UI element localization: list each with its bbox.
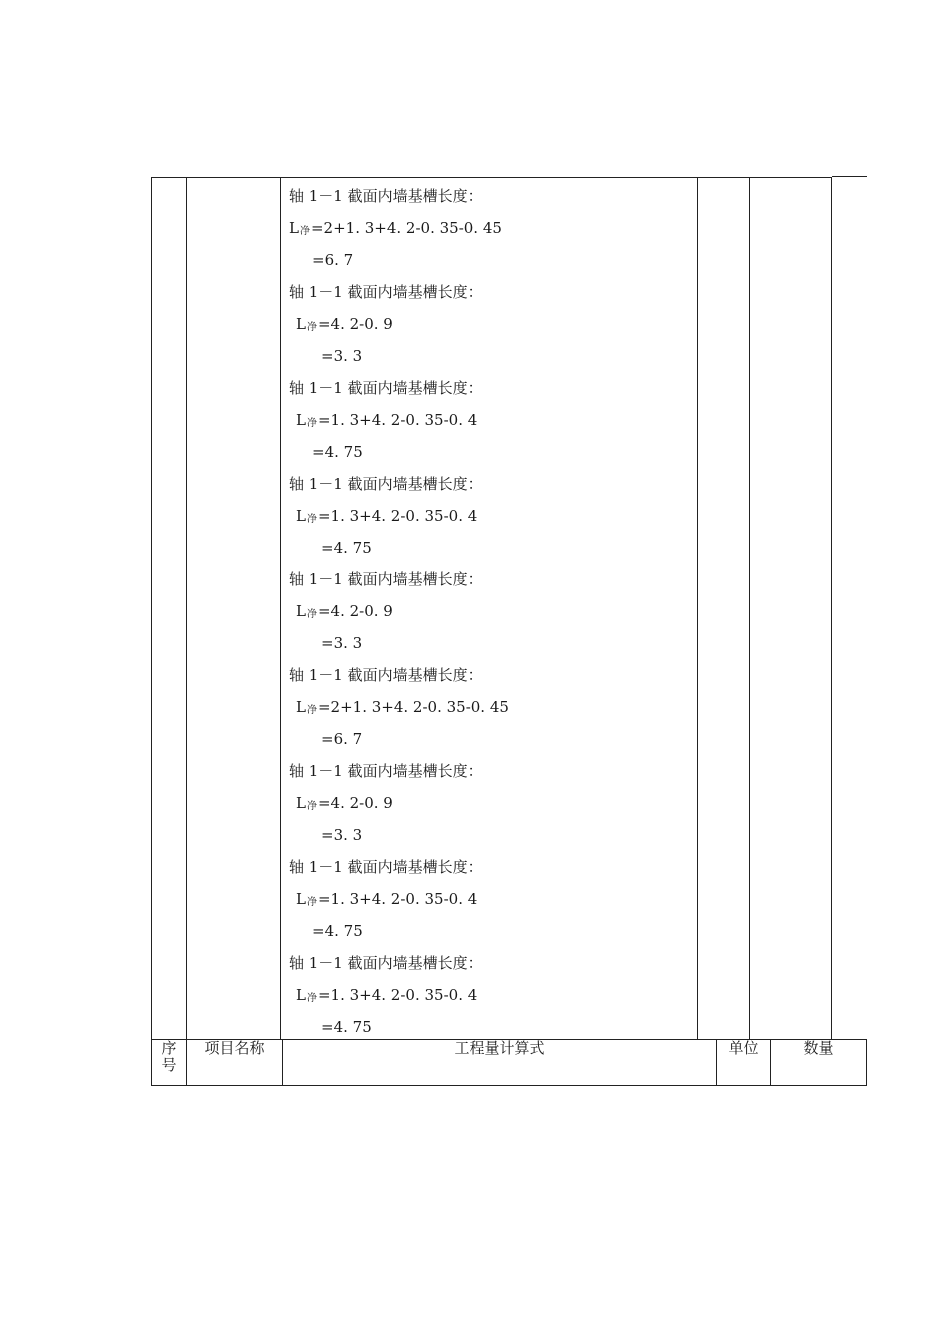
upper-top-border-right	[832, 176, 867, 177]
entry-formula	[289, 219, 502, 240]
formula-subscript: 净	[306, 418, 317, 429]
entry-heading: 轴 1－1 截面内墙基槽长度：	[289, 475, 483, 493]
header-seq-line1: 序	[161, 1039, 177, 1057]
formula-subscript: 净	[306, 705, 317, 716]
lower-col-line-5	[866, 1039, 867, 1086]
entry-result: =3. 3	[321, 347, 363, 365]
entry-heading: 轴 1－1 截面内墙基槽长度：	[289, 858, 483, 876]
entry-heading: 轴 1－1 截面内墙基槽长度：	[289, 666, 483, 684]
formula-expression: =1. 3+4. 2-0. 35-0. 4	[317, 890, 478, 908]
formula-symbol: L	[296, 507, 306, 525]
entry-heading: 轴 1－1 截面内墙基槽长度：	[289, 379, 483, 397]
entry-result: =4. 75	[321, 1018, 372, 1036]
entry-formula	[296, 411, 477, 432]
header-formula: 工程量计算式	[454, 1039, 545, 1057]
upper-col-line-5	[831, 177, 832, 1039]
entry-formula	[296, 315, 393, 336]
entry-result: =4. 75	[312, 922, 363, 940]
formula-symbol: L	[296, 411, 306, 429]
formula-subscript: 净	[306, 514, 317, 525]
header-item-name: 项目名称	[204, 1039, 265, 1057]
upper-col-line-3	[697, 177, 698, 1039]
formula-subscript: 净	[306, 993, 317, 1004]
formula-subscript: 净	[306, 801, 317, 812]
entry-formula	[296, 794, 393, 815]
entry-formula	[296, 698, 509, 719]
formula-expression: =1. 3+4. 2-0. 35-0. 4	[317, 411, 478, 429]
lower-bottom-border	[151, 1085, 867, 1086]
entry-result: =3. 3	[321, 634, 363, 652]
formula-expression: =1. 3+4. 2-0. 35-0. 4	[317, 986, 478, 1004]
formula-subscript: 净	[306, 897, 317, 908]
upper-col-line-4	[749, 177, 750, 1039]
formula-expression: =4. 2-0. 9	[317, 602, 393, 620]
entry-heading: 轴 1－1 截面内墙基槽长度：	[289, 187, 483, 205]
formula-subscript: 净	[306, 609, 317, 620]
entry-result: =6. 7	[312, 251, 354, 269]
formula-symbol: L	[296, 315, 306, 333]
header-quantity: 数量	[803, 1039, 834, 1057]
entry-formula	[296, 890, 477, 911]
header-seq	[152, 1040, 186, 1074]
formula-symbol: L	[296, 698, 306, 716]
formula-expression: =2+1. 3+4. 2-0. 35-0. 45	[310, 219, 502, 237]
entry-formula	[296, 602, 393, 623]
header-seq-line2: 号	[161, 1056, 177, 1074]
entry-formula	[296, 986, 477, 1007]
formula-symbol: L	[296, 794, 306, 812]
upper-col-line-2	[280, 177, 281, 1039]
formula-subscript: 净	[299, 226, 310, 237]
entry-heading: 轴 1－1 截面内墙基槽长度：	[289, 954, 483, 972]
header-unit: 单位	[728, 1039, 759, 1057]
formula-expression: =2+1. 3+4. 2-0. 35-0. 45	[317, 698, 509, 716]
formula-expression: =4. 2-0. 9	[317, 794, 393, 812]
formula-symbol: L	[296, 602, 306, 620]
entry-result: =4. 75	[321, 539, 372, 557]
upper-col-line-1	[186, 177, 187, 1039]
entry-heading: 轴 1－1 截面内墙基槽长度：	[289, 570, 483, 588]
formula-symbol: L	[296, 986, 306, 1004]
upper-col-line-0	[151, 177, 152, 1039]
entry-result: =3. 3	[321, 826, 363, 844]
formula-subscript: 净	[306, 322, 317, 333]
formula-symbol: L	[296, 890, 306, 908]
entry-heading: 轴 1－1 截面内墙基槽长度：	[289, 762, 483, 780]
entry-result: =6. 7	[321, 730, 363, 748]
formula-expression: =1. 3+4. 2-0. 35-0. 4	[317, 507, 478, 525]
entry-heading: 轴 1－1 截面内墙基槽长度：	[289, 283, 483, 301]
formula-symbol: L	[289, 219, 299, 237]
entry-formula	[296, 507, 477, 528]
entry-result: =4. 75	[312, 443, 363, 461]
formula-expression: =4. 2-0. 9	[317, 315, 393, 333]
upper-top-border	[151, 177, 832, 178]
